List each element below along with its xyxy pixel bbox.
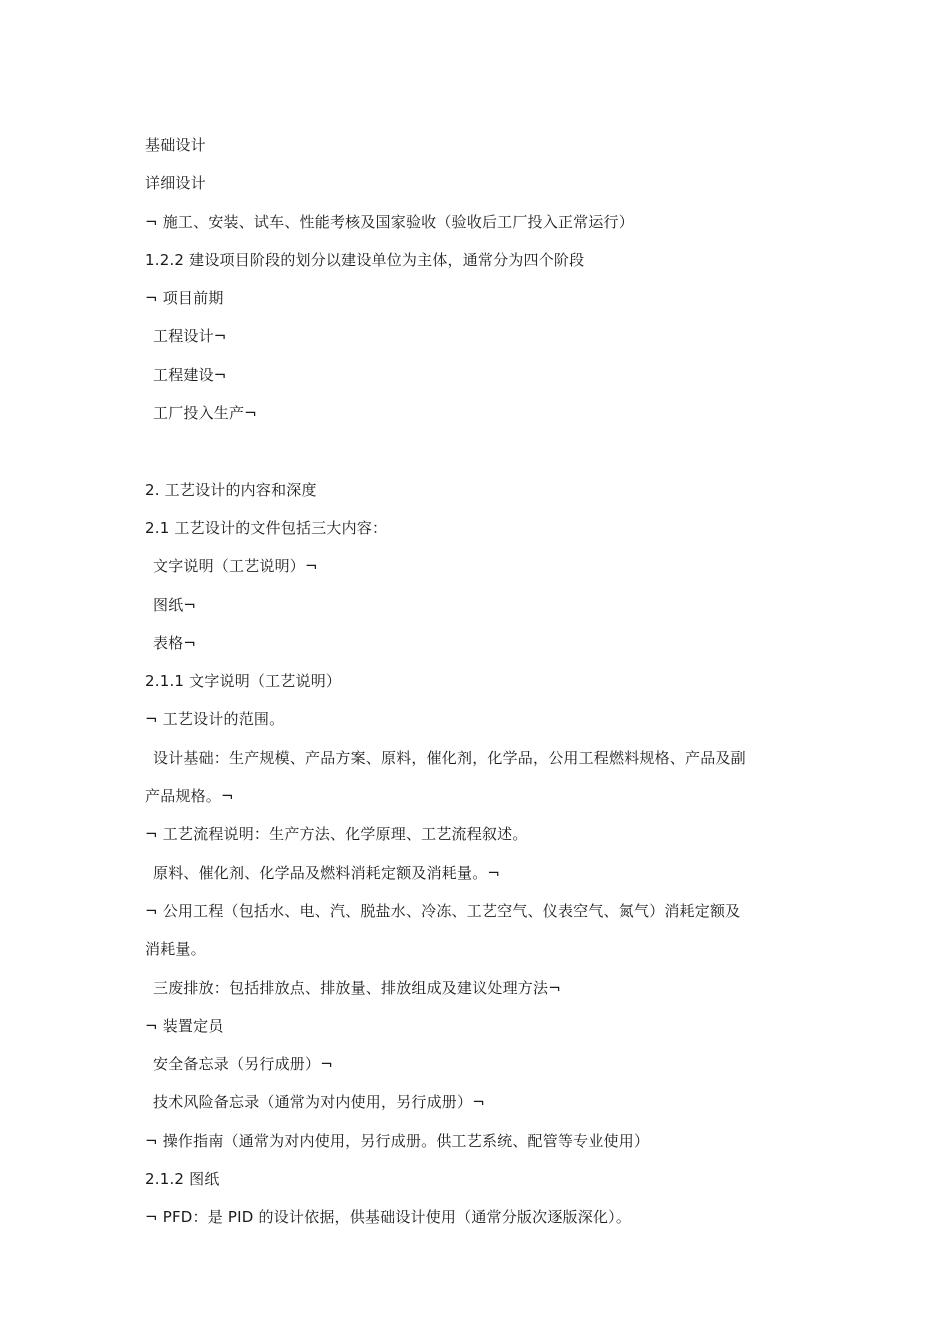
list-item: 三废排放：包括排放点、排放量、排放组成及建议处理方法¬: [153, 978, 561, 997]
list-item: ¬ 装置定员: [145, 1016, 224, 1035]
text-line: 详细设计: [145, 174, 206, 193]
list-item: 安全备忘录（另行成册）¬: [153, 1055, 333, 1074]
paragraph-gap: [145, 432, 825, 470]
text-line: 消耗量。: [145, 940, 206, 959]
list-item: 文字说明（工艺说明）¬: [153, 557, 318, 576]
list-item: 工厂投入生产¬: [153, 404, 257, 423]
section-heading: 1.2.2 建设项目阶段的划分以建设单位为主体，通常分为四个阶段: [145, 250, 585, 269]
document-body: [145, 126, 825, 1237]
list-item: ¬ PFD：是 PID 的设计依据，供基础设计使用（通常分版次逐版深化）。: [145, 1208, 632, 1227]
text-line: 产品规格。¬: [145, 787, 234, 806]
list-item: ¬ 公用工程（包括水、电、汽、脱盐水、冷冻、工艺空气、仪表空气、氮气）消耗定额及: [145, 901, 741, 920]
section-heading: 2.1.1 文字说明（工艺说明）: [145, 672, 342, 691]
list-item: ¬ 项目前期: [145, 289, 224, 308]
list-item: ¬ 操作指南（通常为对内使用，另行成册。供工艺系统、配管等专业使用）: [145, 1131, 650, 1150]
list-item: 工程设计¬: [153, 327, 227, 346]
list-item: 技术风险备忘录（通常为对内使用，另行成册）¬: [153, 1093, 485, 1112]
section-heading: 2. 工艺设计的内容和深度: [145, 480, 317, 499]
list-item: ¬ 施工、安装、试车、性能考核及国家验收（验收后工厂投入正常运行）: [145, 212, 634, 231]
list-item: 原料、催化剂、化学品及燃料消耗定额及消耗量。¬: [153, 863, 501, 882]
list-item: 图纸¬: [153, 595, 197, 614]
section-heading: 2.1.2 图纸: [145, 1170, 220, 1189]
list-item: ¬ 工艺设计的范围。: [145, 710, 285, 729]
list-item: ¬ 工艺流程说明：生产方法、化学原理、工艺流程叙述。: [145, 825, 528, 844]
section-heading: 2.1 工艺设计的文件包括三大内容：: [145, 518, 388, 537]
list-item: 设计基础：生产规模、产品方案、原料，催化剂，化学品，公用工程燃料规格、产品及副: [153, 748, 746, 767]
text-line: 基础设计: [145, 136, 206, 154]
list-item: 工程建设¬: [153, 365, 227, 384]
list-item: 表格¬: [153, 633, 197, 652]
